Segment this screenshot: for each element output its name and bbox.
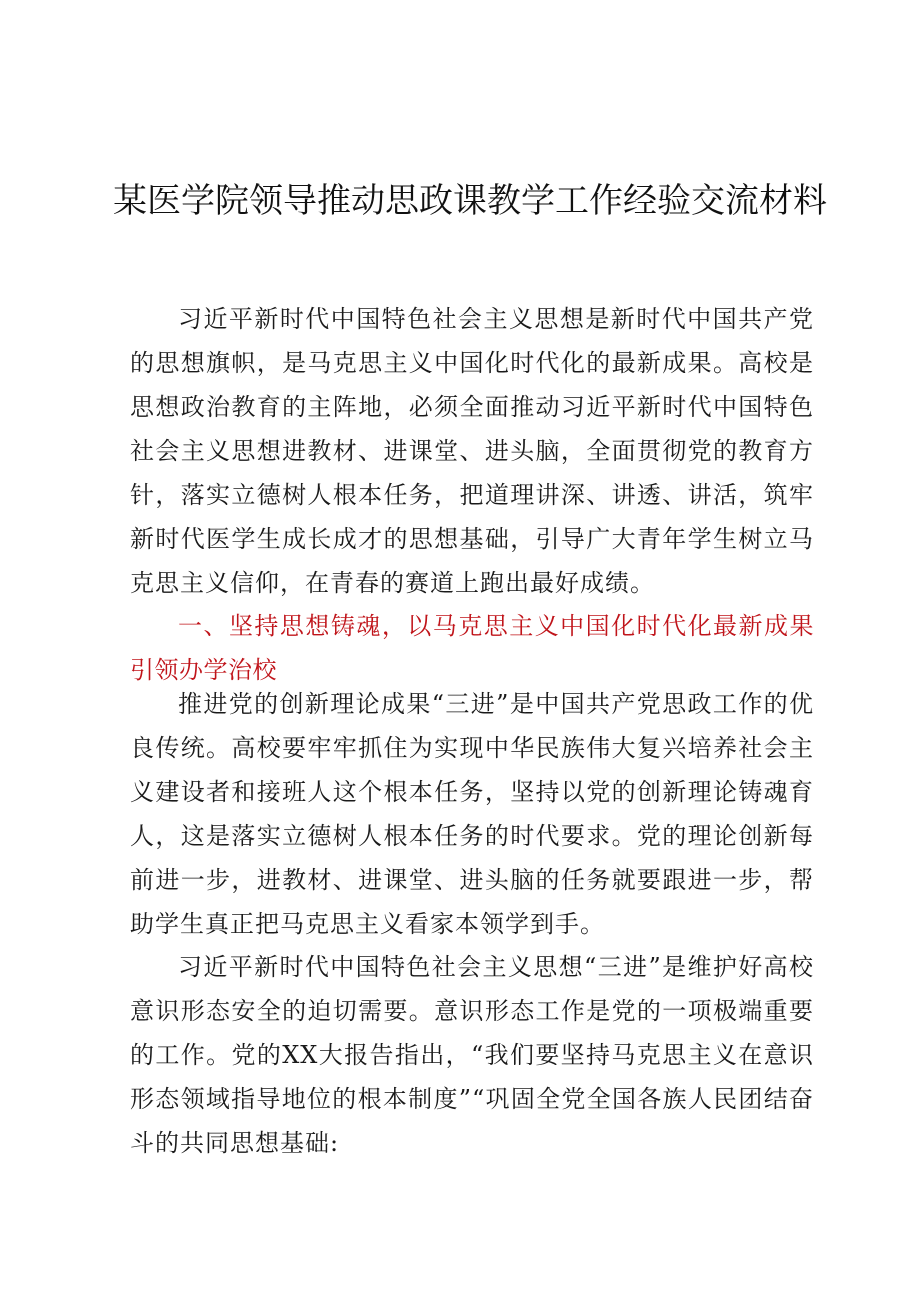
- intro-paragraph: 习近平新时代中国特色社会主义思想是新时代中国共产党的思想旗帜，是马克思主义中国化时代化的最新成果。高校是思想政治教育的主阵地，必须全面推动习近平新时代中国特色社会主义思想进教材、进课堂、进头脑，全面贯彻党的教育方针，落实立德树人根本任务，把道理讲深、讲透、讲活，筑牢新时代医学生成长成才的思想基础，引导广大青年学生树立马克思主义信仰，在青春的赛道上跑出最好成绩。: [130, 305, 814, 597]
- section-heading: 一、坚持思想铸魂，以马克思主义中国化时代化最新成果引领办学治校: [130, 612, 814, 684]
- document-title: 某医学院领导推动思政课教学工作经验交流材料: [113, 181, 827, 221]
- section-paragraph: 推进党的创新理论成果“三进”是中国共产党思政工作的优良传统。高校要牢牢抓住为实现中华民族伟大复兴培养社会主义建设者和接班人这个根本任务，坚持以党的创新理论铸魂育人，这是落实立德树人根本任务的时代要求。党的理论创新每前进一步，进教材、进课堂、进头脑的任务就要跟进一步，帮助学生真正把马克思主义看家本领学到手。: [130, 690, 814, 938]
- section-paragraph: 习近平新时代中国特色社会主义思想“三进”是维护好高校意识形态安全的迫切需要。意识形态工作是党的一项极端重要的工作。党的XX大报告指出，“我们要坚持马克思主义在意识形态领域指导地位的根本制度”“巩固全党全国各族人民团结奋斗的共同思想基础:: [130, 953, 814, 1157]
